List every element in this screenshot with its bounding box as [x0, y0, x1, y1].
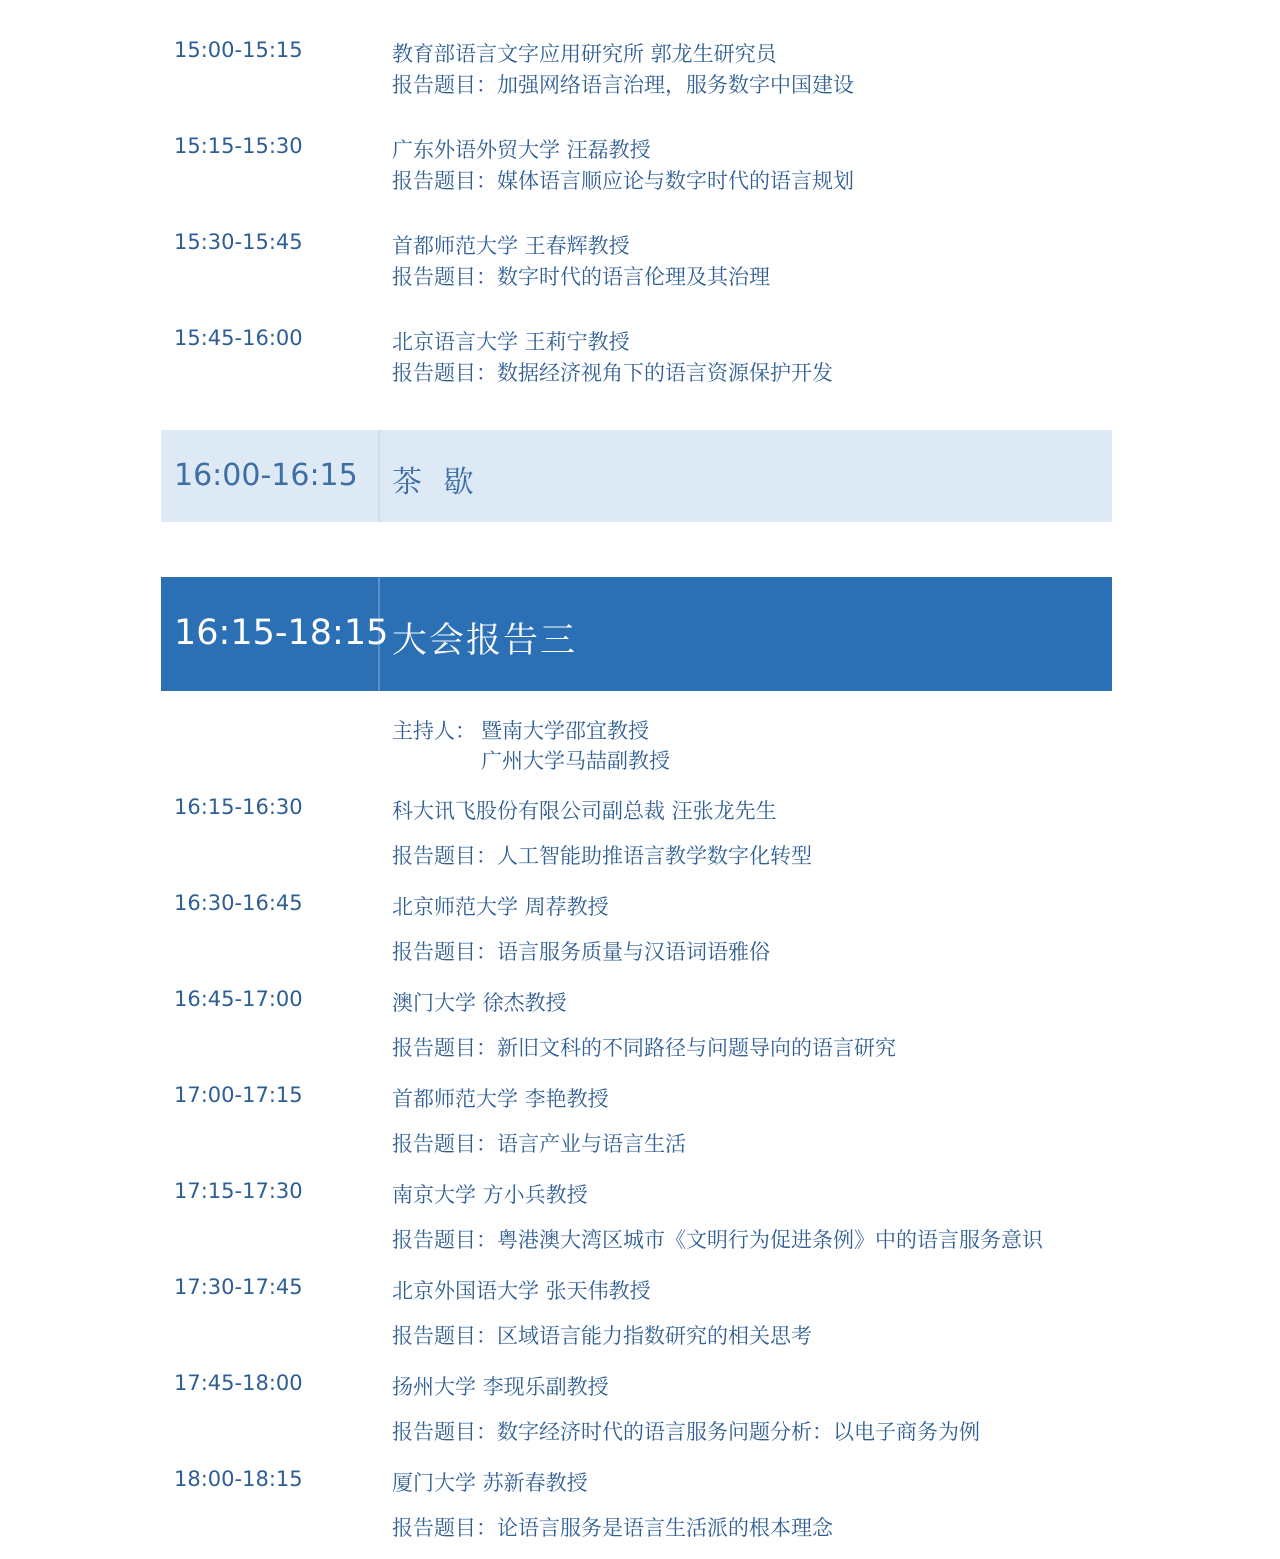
talk-speaker: 厦门大学 苏新春教授 [392, 1471, 588, 1495]
talk-time: 16:30-16:45 [174, 891, 303, 915]
talk-speaker: 广东外语外贸大学 汪磊教授 [392, 138, 651, 162]
talk-speaker: 北京外国语大学 张天伟教授 [392, 1279, 651, 1303]
session-title: 大会报告三 [392, 621, 578, 661]
talk-speaker: 澳门大学 徐杰教授 [392, 991, 567, 1015]
talk-time: 15:00-15:15 [174, 38, 303, 62]
talk-topic: 报告题目：加强网络语言治理，服务数字中国建设 [392, 73, 854, 97]
host-label: 主持人： [392, 719, 476, 743]
talk-time: 15:30-15:45 [174, 230, 303, 254]
host-name: 广州大学马喆副教授 [481, 749, 670, 773]
talk-time: 16:15-16:30 [174, 795, 303, 819]
talk-speaker: 首都师范大学 王春辉教授 [392, 234, 630, 258]
talk-topic: 报告题目：媒体语言顺应论与数字时代的语言规划 [392, 169, 854, 193]
talk-time: 17:45-18:00 [174, 1371, 303, 1395]
talk-topic: 报告题目：人工智能助推语言教学数字化转型 [392, 844, 812, 868]
talk-topic: 报告题目：数字时代的语言伦理及其治理 [392, 265, 770, 289]
talk-time: 15:15-15:30 [174, 134, 303, 158]
talk-speaker: 教育部语言文字应用研究所 郭龙生研究员 [392, 42, 777, 66]
talk-time: 15:45-16:00 [174, 326, 303, 350]
talk-speaker: 北京师范大学 周荐教授 [392, 895, 609, 919]
talk-speaker: 首都师范大学 李艳教授 [392, 1087, 609, 1111]
host-name: 暨南大学邵宜教授 [481, 719, 649, 743]
talk-speaker: 南京大学 方小兵教授 [392, 1183, 588, 1207]
talk-topic: 报告题目：论语言服务是语言生活派的根本理念 [392, 1516, 833, 1540]
talk-time: 16:45-17:00 [174, 987, 303, 1011]
tea-break-time: 16:00-16:15 [174, 458, 358, 493]
band-divider [378, 430, 380, 522]
talk-time: 18:00-18:15 [174, 1467, 303, 1491]
talk-speaker: 北京语言大学 王莉宁教授 [392, 330, 630, 354]
talk-topic: 报告题目：新旧文科的不同路径与问题导向的语言研究 [392, 1036, 896, 1060]
talk-topic: 报告题目：数据经济视角下的语言资源保护开发 [392, 361, 833, 385]
talk-topic: 报告题目：语言服务质量与汉语词语雅俗 [392, 940, 770, 964]
tea-break-label: 茶 歇 [392, 465, 480, 500]
talk-speaker: 扬州大学 李现乐副教授 [392, 1375, 609, 1399]
talk-time: 17:30-17:45 [174, 1275, 303, 1299]
talk-topic: 报告题目：语言产业与语言生活 [392, 1132, 686, 1156]
talk-speaker: 科大讯飞股份有限公司副总裁 汪张龙先生 [392, 799, 777, 823]
session-header-band [161, 577, 1112, 691]
talk-topic: 报告题目：粤港澳大湾区城市《文明行为促进条例》中的语言服务意识 [392, 1228, 1043, 1252]
talk-time: 17:15-17:30 [174, 1179, 303, 1203]
talk-topic: 报告题目：数字经济时代的语言服务问题分析：以电子商务为例 [392, 1420, 980, 1444]
talk-time: 17:00-17:15 [174, 1083, 303, 1107]
talk-topic: 报告题目：区域语言能力指数研究的相关思考 [392, 1324, 812, 1348]
tea-break-band [161, 430, 1112, 522]
session-time: 16:15-18:15 [174, 613, 389, 653]
